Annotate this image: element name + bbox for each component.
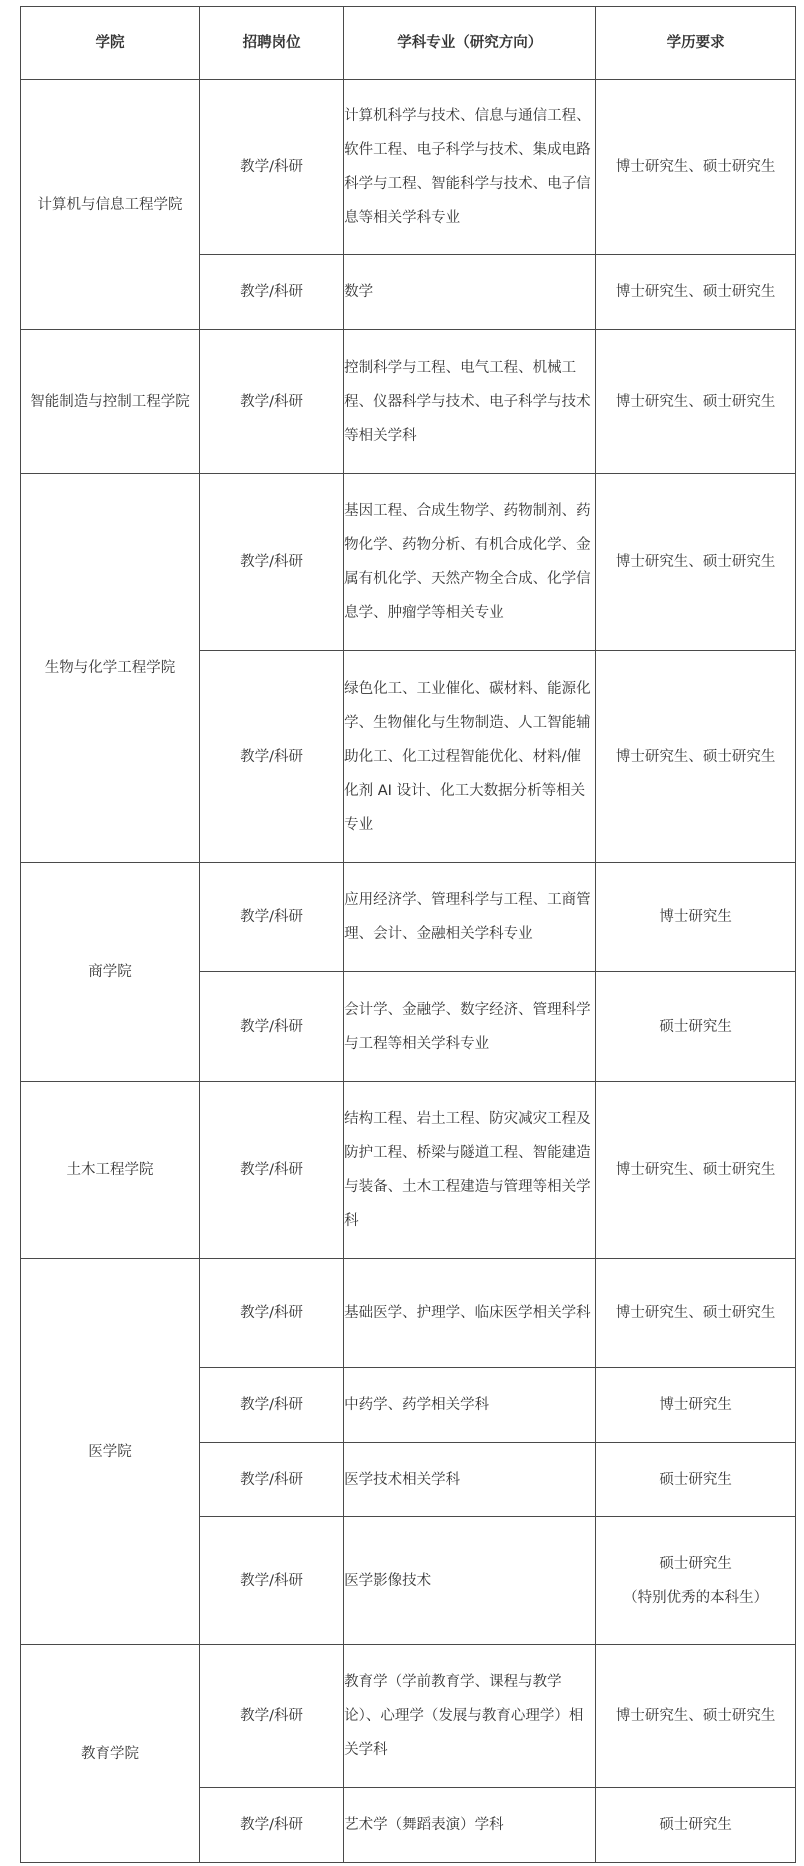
degree-cell: 博士研究生、硕士研究生 [596, 255, 796, 330]
degree-text: 硕士研究生 [659, 1555, 732, 1572]
table-row [21, 1259, 796, 1368]
degree-cell: 博士研究生 [596, 1368, 796, 1443]
header-post: 招聘岗位 [200, 7, 344, 80]
post-cell: 教学/科研 [200, 1645, 344, 1788]
header-row [21, 7, 796, 80]
table-row [21, 1082, 796, 1259]
major-cell: 计算机科学与技术、信息与通信工程、软件工程、电子科学与技术、集成电路科学与工程、智能科学与技术、电子信息等相关学科专业 [344, 80, 596, 255]
post-cell: 教学/科研 [200, 972, 344, 1082]
header-major: 学科专业（研究方向） [344, 7, 596, 80]
degree-cell: 博士研究生、硕士研究生 [596, 1259, 796, 1368]
major-cell: 教育学（学前教育学、课程与教学论）、心理学（发展与教育心理学）相关学科 [344, 1645, 596, 1788]
post-cell: 教学/科研 [200, 1259, 344, 1368]
college-cell: 生物与化学工程学院 [21, 474, 200, 863]
post-cell: 教学/科研 [200, 1082, 344, 1259]
major-cell: 应用经济学、管理科学与工程、工商管理、会计、金融相关学科专业 [344, 863, 596, 972]
table-row [21, 330, 796, 474]
degree-cell: 硕士研究生 [596, 1443, 796, 1517]
college-cell: 土木工程学院 [21, 1082, 200, 1259]
table-row [21, 80, 796, 255]
post-cell: 教学/科研 [200, 1368, 344, 1443]
post-cell: 教学/科研 [200, 1517, 344, 1645]
major-cell: 基础医学、护理学、临床医学相关学科 [344, 1259, 596, 1368]
degree-cell: 博士研究生 [596, 863, 796, 972]
degree-cell: 博士研究生、硕士研究生 [596, 474, 796, 651]
post-cell: 教学/科研 [200, 330, 344, 474]
major-cell: 会计学、金融学、数字经济、管理科学与工程等相关学科专业 [344, 972, 596, 1082]
post-cell: 教学/科研 [200, 863, 344, 972]
major-cell: 绿色化工、工业催化、碳材料、能源化学、生物催化与生物制造、人工智能辅助化工、化工过程智能优化、材料/催化剂 AI 设计、化工大数据分析等相关专业 [344, 651, 596, 863]
header-college: 学院 [21, 7, 200, 80]
header-degree: 学历要求 [596, 7, 796, 80]
degree-cell: 博士研究生、硕士研究生 [596, 1645, 796, 1788]
degree-cell [596, 1517, 796, 1645]
table-row [21, 474, 796, 651]
major-cell: 控制科学与工程、电气工程、机械工程、仪器科学与技术、电子科学与技术等相关学科 [344, 330, 596, 474]
major-cell: 数学 [344, 255, 596, 330]
post-cell: 教学/科研 [200, 255, 344, 330]
college-cell: 计算机与信息工程学院 [21, 80, 200, 330]
college-cell: 医学院 [21, 1259, 200, 1645]
post-cell: 教学/科研 [200, 474, 344, 651]
post-cell: 教学/科研 [200, 1788, 344, 1863]
table-row [21, 1645, 796, 1788]
recruitment-table [20, 6, 796, 1863]
post-cell: 教学/科研 [200, 651, 344, 863]
degree-footnote: （特别优秀的本科生） [623, 1589, 769, 1606]
degree-cell: 硕士研究生 [596, 1788, 796, 1863]
major-cell: 结构工程、岩土工程、防灾减灾工程及防护工程、桥梁与隧道工程、智能建造与装备、土木工程建造与管理等相关学科 [344, 1082, 596, 1259]
degree-cell: 硕士研究生 [596, 972, 796, 1082]
degree-cell: 博士研究生、硕士研究生 [596, 651, 796, 863]
degree-cell: 博士研究生、硕士研究生 [596, 330, 796, 474]
college-cell: 智能制造与控制工程学院 [21, 330, 200, 474]
college-cell: 商学院 [21, 863, 200, 1082]
degree-cell: 博士研究生、硕士研究生 [596, 1082, 796, 1259]
table-row [21, 863, 796, 972]
major-cell: 医学技术相关学科 [344, 1443, 596, 1517]
post-cell: 教学/科研 [200, 80, 344, 255]
major-cell: 艺术学（舞蹈表演）学科 [344, 1788, 596, 1863]
major-cell: 基因工程、合成生物学、药物制剂、药物化学、药物分析、有机合成化学、金属有机化学、天然产物全合成、化学信息学、肿瘤学等相关专业 [344, 474, 596, 651]
degree-cell: 博士研究生、硕士研究生 [596, 80, 796, 255]
major-cell: 中药学、药学相关学科 [344, 1368, 596, 1443]
major-cell: 医学影像技术 [344, 1517, 596, 1645]
post-cell: 教学/科研 [200, 1443, 344, 1517]
college-cell: 教育学院 [21, 1645, 200, 1863]
